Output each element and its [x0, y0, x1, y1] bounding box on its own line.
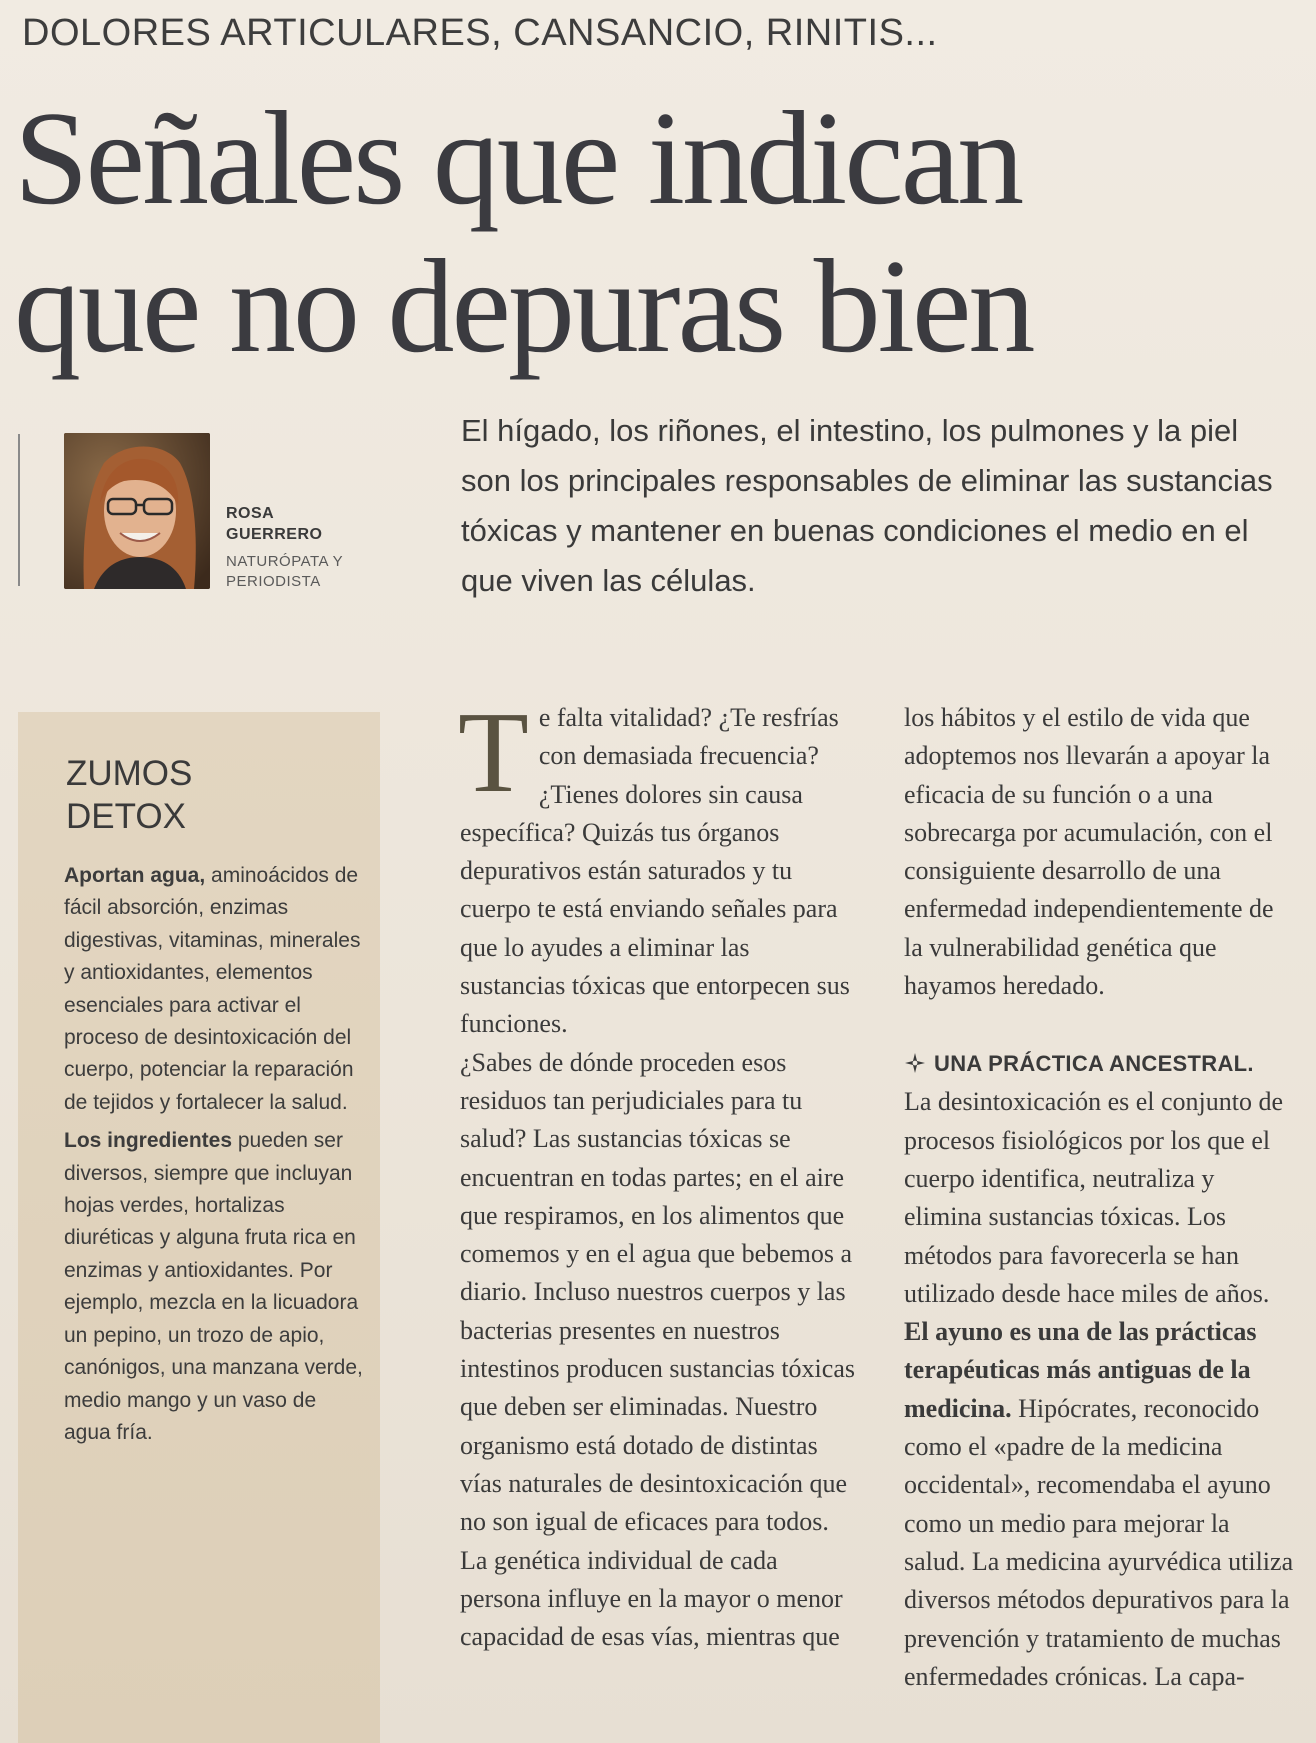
sidebar-text	[64, 860, 364, 1455]
body-paragraph-2: ¿Sabes de dónde proceden esos residuos tan perjudiciales para tu salud? Las sustancias tóxicas se encuentran en todas partes; en el aire que respiramos, en los alimentos que comemos y en el agua que bebemos a diario. Incluso nuestros cuerpos y las bacterias presentes en nuestros intestinos producen sustancias tóxicas que deben ser eliminadas. Nuestro organismo está dotado de distintas vías naturales de desintoxicación que no son igual de eficaces para todos. La genética individual de cada persona influye en la mayor o menor capacidad de esas vías, mientras que	[460, 1047, 855, 1652]
body-column-2	[904, 699, 1296, 1696]
author-portrait-illustration	[64, 433, 210, 589]
author-name: ROSA GUERRERO	[226, 505, 323, 543]
body-column-1	[458, 689, 858, 1656]
headline	[14, 84, 1274, 380]
kicker: DOLORES ARTICULARES, CANSANCIO, RINITIS...	[22, 12, 938, 54]
lead-paragraph: El hígado, los riñones, el intestino, los pulmones y la piel son los principales responsables de eliminar las sustancias tóxicas y mantener en buenas condiciones el medio en el que viven las células.	[461, 413, 1273, 598]
sidebar-title: ZUMOS DETOX	[66, 754, 193, 836]
drop-cap: T	[458, 689, 529, 817]
sparkle-icon	[904, 1052, 926, 1074]
headline-line-2: que no depuras bien	[14, 232, 1033, 380]
sidebar-box	[18, 712, 380, 1743]
author-role: NATURÓPATA Y PERIODISTA	[226, 553, 344, 590]
headline-line-1: Señales que indican	[14, 84, 1022, 232]
body-paragraph-1: e falta vitalidad? ¿Te resfrías con demasiada frecuencia? ¿Tienes dolores sin causa específica? Quizás tus órganos depurativos están saturados y tu cuerpo te está enviando señales para que lo ayudes a eliminar las sustancias tóxicas que entorpecen sus funciones.	[460, 703, 850, 1039]
body-paragraph-3: los hábitos y el estilo de vida que adoptemos nos llevarán a apoyar la eficacia de su función o a una sobrecarga por acumulación, con el consiguiente desarrollo de una enfermedad independientemente de la vulnerabilidad genética que hayamos heredado.	[904, 703, 1274, 1001]
section-subhead: UNA PRÁCTICA ANCESTRAL.	[904, 1045, 1296, 1083]
sidebar-paragraph-2: Los ingredientes pueden ser diversos, siempre que incluyan hojas verdes, hortalizas diuréticas y alguna fruta rica en enzimas y antioxidantes. Por ejemplo, mezcla en la licuadora un pepino, un trozo de apio, canónigos, una manzana verde, medio mango y un vaso de agua fría.	[64, 1129, 363, 1444]
body-paragraph-4: La desintoxicación es el conjunto de procesos fisiológicos por los que el cuerpo identifica, neutraliza y elimina sustancias tóxicas. Los métodos para favorecerla se han utilizado desde hace miles de años. El ayuno es una de las prácticas terapéuticas más antiguas de la medicina. Hipócrates, reconocido como el «padre de la medicina occidental», recomendaba el ayuno como un medio para mejorar la salud. La medicina ayurvédica utiliza diversos métodos depurativos para la prevención y tratamiento de muchas enfermedades crónicas. La capa-	[904, 1087, 1294, 1691]
author-photo	[64, 433, 210, 589]
author-divider	[18, 434, 20, 586]
sidebar-paragraph-1: Aportan agua, aminoácidos de fácil absorción, enzimas digestivas, vitaminas, minerales y antioxidantes, elementos esenciales para activar el proceso de desintoxicación del cuerpo, potenciar la reparación de tejidos y fortalecer la salud.	[64, 864, 361, 1114]
